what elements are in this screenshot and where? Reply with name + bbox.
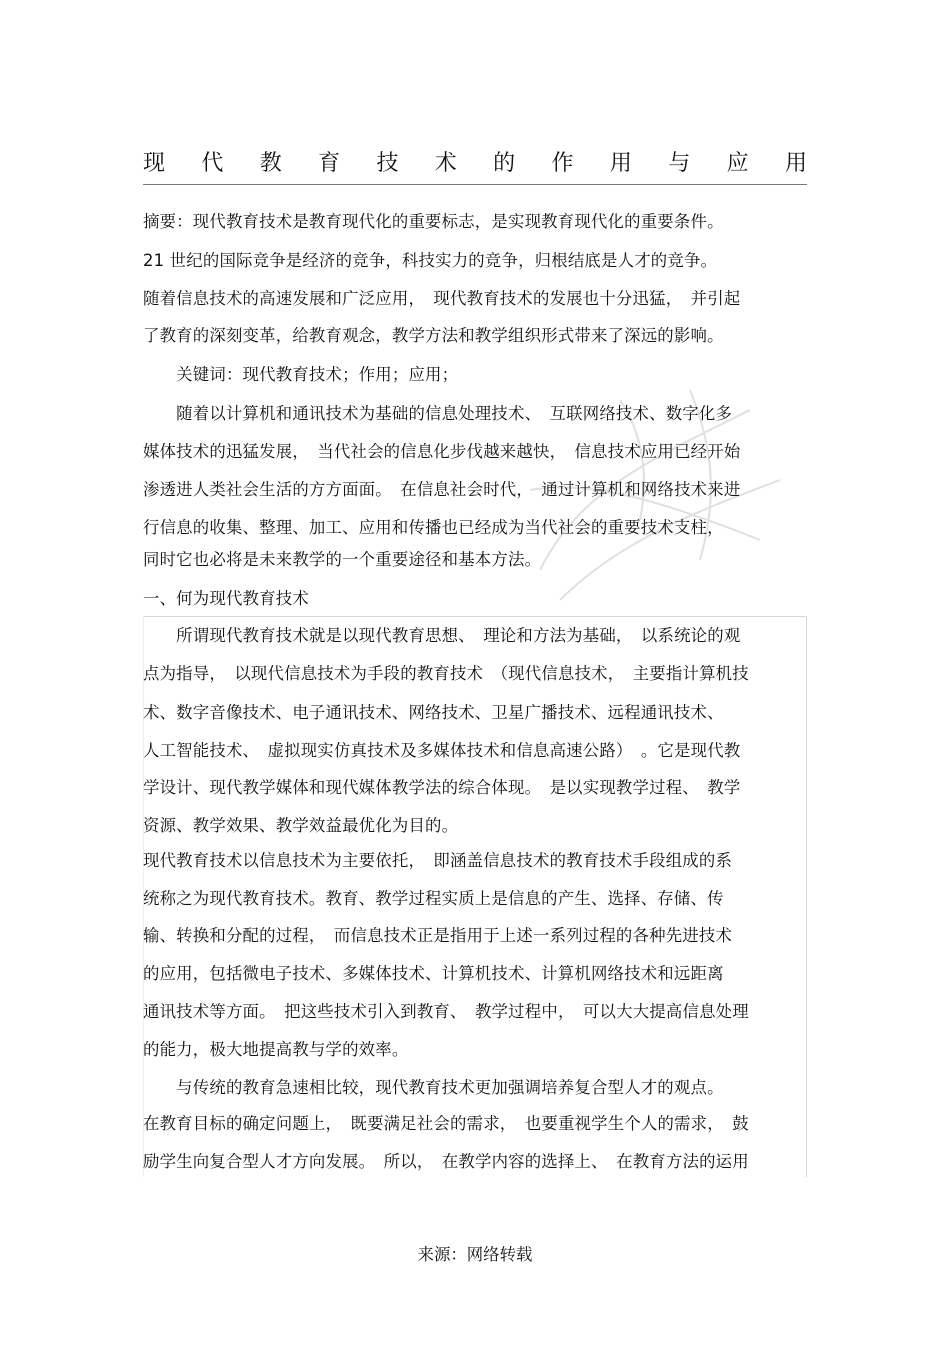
text-line: 通讯技术等方面。 把这些技术引入到教育、 教学过程中， 可以大大提高信息处理	[143, 1002, 749, 1021]
text-line: 媒体技术的迅猛发展， 当代社会的信息化步伐越来越快， 信息技术应用已经开始	[143, 442, 741, 461]
title-char: 用	[609, 151, 632, 176]
title-char: 育	[318, 151, 341, 176]
title-char: 代	[201, 151, 224, 176]
text-line: 现代教育技术以信息技术为主要依托， 即涵盖信息技术的教育技术手段组成的系	[143, 851, 733, 870]
text-line: 输、转换和分配的过程， 而信息技术正是指用于上述一系列过程的各种先进技术	[143, 926, 733, 945]
text-line: 行信息的收集、整理、加工、应用和传播也已经成为当代社会的重要技术支柱，	[143, 518, 724, 537]
text-line: 21 世纪的国际竞争是经济的竞争，科技实力的竞争，归根结底是人才的竞争。	[143, 251, 718, 270]
text-line: 与传统的教育急速相比较，现代教育技术更加强调培养复合型人才的观点。	[143, 1078, 724, 1097]
title-char: 作	[551, 151, 574, 176]
text-line: 随着信息技术的高速发展和广泛应用， 现代教育技术的发展也十分迅猛， 并引起	[143, 289, 741, 308]
text-line: 统称之为现代教育技术。教育、教学过程实质上是信息的产生、选择、存储、传	[143, 889, 724, 908]
title-char: 应	[726, 151, 749, 176]
text-line: 在教育目标的确定问题上， 既要满足社会的需求， 也要重视学生个人的需求， 鼓	[143, 1114, 749, 1133]
title-char: 的	[493, 151, 516, 176]
source-footer: 来源：网络转载	[417, 1245, 533, 1264]
title-char: 技	[376, 151, 399, 176]
title-char: 用	[784, 151, 807, 176]
text-line: 人工智能技术、 虚拟现实仿真技术及多媒体技术和信息高速公路） 。它是现代教	[143, 741, 741, 760]
text-line: 点为指导， 以现代信息技术为手段的教育技术 （现代信息技术， 主要指计算机技	[143, 664, 749, 683]
title-char: 术	[434, 151, 457, 176]
text-line: 所谓现代教育技术就是以现代教育思想、 理论和方法为基础， 以系统论的观	[143, 626, 741, 645]
text-line: 随着以计算机和通讯技术为基础的信息处理技术、 互联网络技术、数字化多	[143, 404, 733, 423]
title-underline	[143, 184, 807, 185]
text-line: 了教育的深刻变革，给教育观念，教学方法和教学组织形式带来了深远的影响。	[143, 326, 724, 345]
text-line: 同时它也必将是未来教学的一个重要途径和基本方法。	[143, 550, 542, 569]
title-char: 现	[143, 151, 166, 176]
title-char: 教	[259, 151, 282, 176]
text-line: 资源、教学效果、教学效益最优化为目的。	[143, 816, 459, 835]
text-line: 学设计、现代教学媒体和现代媒体教学法的综合体现。 是以实现教学过程、 教学	[143, 778, 741, 797]
text-line: 的能力，极大地提高教与学的效率。	[143, 1040, 409, 1059]
document-title	[143, 146, 807, 182]
text-line: 一、何为现代教育技术	[143, 589, 309, 608]
text-line: 术、数字音像技术、电子通讯技术、网络技术、卫星广播技术、远程通讯技术、	[143, 703, 724, 722]
title-char: 与	[668, 151, 691, 176]
text-line: 摘要：现代教育技术是教育现代化的重要标志，是实现教育现代化的重要条件。	[143, 212, 724, 231]
text-line: 的应用，包括微电子技术、多媒体技术、计算机技术、计算机网络技术和远距离	[143, 964, 724, 983]
text-line: 渗透进人类社会生活的方方面面。 在信息社会时代， 通过计算机和网络技术来进	[143, 480, 741, 499]
text-line: 励学生向复合型人才方向发展。 所以， 在教学内容的选择上、 在教育方法的运用	[143, 1152, 749, 1171]
text-line: 关键词：现代教育技术；作用；应用；	[143, 365, 459, 384]
